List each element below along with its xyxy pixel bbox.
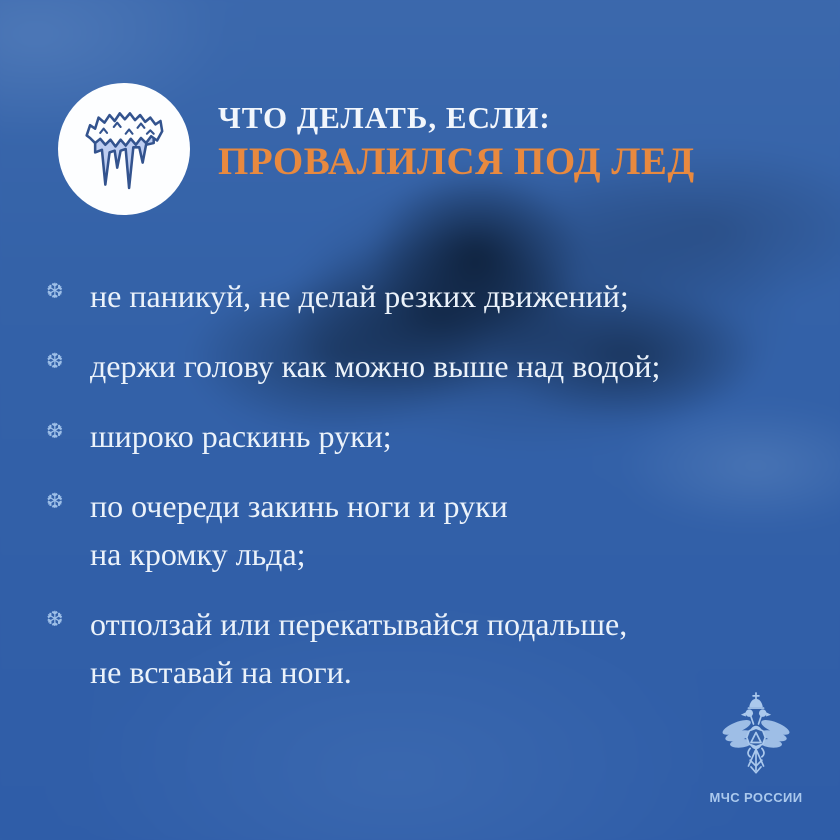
advice-line: отползай или перекатывайся подальше,: [90, 606, 628, 642]
agency-signature: [704, 692, 808, 805]
advice-line: не паникуй, не делай резких движений;: [90, 278, 629, 314]
snowflake-icon: ❆: [46, 279, 64, 303]
title-question: ЧТО ДЕЛАТЬ, ЕСЛИ:: [218, 100, 551, 135]
advice-line: по очереди закинь ноги и руки: [90, 488, 508, 524]
list-item: [46, 412, 810, 460]
list-item: [46, 272, 810, 320]
emercom-double-headed-eagle-icon: [714, 692, 798, 788]
snowflake-icon: ❆: [46, 419, 64, 443]
ice-icicles-icon: [68, 93, 180, 205]
advice-text: [90, 600, 810, 696]
advice-text: [90, 272, 810, 320]
advice-list: [46, 272, 810, 718]
advice-text: [90, 412, 810, 460]
agency-name: МЧС РОССИИ: [709, 790, 803, 805]
advice-line: держи голову как можно выше над водой;: [90, 348, 661, 384]
header-titles: [218, 102, 695, 181]
advice-line: на кромку льда;: [90, 536, 306, 572]
title-topic: ПРОВАЛИЛСЯ ПОД ЛЕД: [218, 140, 695, 183]
ice-badge: [58, 83, 190, 215]
snowflake-icon: ❆: [46, 489, 64, 513]
advice-text: [90, 342, 810, 390]
list-item: [46, 482, 810, 578]
advice-line: не вставай на ноги.: [90, 654, 352, 690]
list-item: [46, 342, 810, 390]
advice-text: [90, 482, 810, 578]
advice-line: широко раскинь руки;: [90, 418, 392, 454]
snowflake-icon: ❆: [46, 349, 64, 373]
list-item: [46, 600, 810, 696]
snowflake-icon: ❆: [46, 607, 64, 631]
